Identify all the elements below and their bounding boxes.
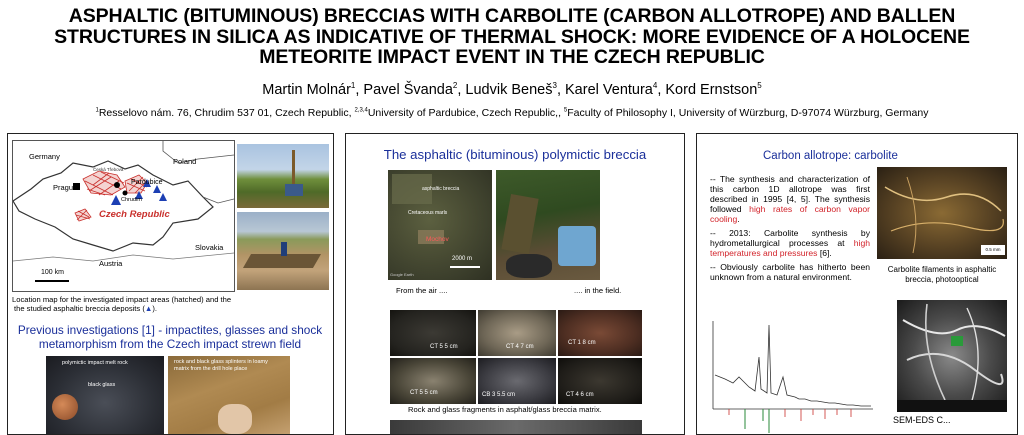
paragraph-2013 — [710, 228, 870, 258]
affil-sup: 5 — [563, 107, 568, 114]
highlight-text: high temperatures and pressures — [710, 238, 870, 258]
title-line-2: STRUCTURES IN SILICA AS INDICATIVE OF THERMAL SHOCK: MORE EVIDENCE OF A HOLOCENE — [54, 25, 970, 48]
panel-previous-investigations — [7, 133, 334, 435]
author: Pavel Švanda — [363, 81, 453, 98]
heading-line: Previous investigations [1] - impactites, glasses and shock — [17, 323, 323, 337]
field-photo — [496, 170, 600, 280]
micro-caption-line: Carbolite filaments in asphaltic — [887, 265, 997, 274]
trench-photo — [237, 212, 329, 290]
paragraph-text: [6]. — [817, 248, 832, 258]
title-line-3: METEORITE IMPACT EVENT IN THE CZECH REPUBLIC — [259, 46, 765, 68]
map-caption — [12, 295, 330, 313]
paragraph-text: -- Obviously carbolite has hitherto been unknown from a natural environment. — [710, 262, 870, 282]
affiliation: Resselovo nám. 76, Chrudim 537 01, Czech Republic, — [98, 107, 352, 119]
map-caption-line: the studied asphaltic breccia deposits ( — [14, 304, 145, 313]
affiliation: Faculty of Philosophy I, University of Würzburg, D-97074 Würzburg, Germany — [567, 107, 929, 119]
author-sup: 1 — [350, 81, 356, 90]
affil-sup: 1 — [95, 107, 99, 114]
micro-scale-box — [981, 245, 1005, 255]
author-sup: 4 — [652, 81, 658, 90]
map-label-prague: Prague — [53, 183, 78, 192]
triangle-marker-icon: ▲ — [144, 304, 153, 313]
aerial-label-breccia: asphaltic breccia — [422, 186, 460, 192]
aerial-label-mochov: Mochov — [426, 236, 449, 243]
aerial-credit: Google Earth — [390, 272, 414, 277]
map-label-czech-republic: Czech Republic — [99, 209, 170, 220]
author: Karel Ventura — [565, 81, 653, 98]
sem-caption: SEM-EDS C... — [893, 415, 951, 425]
paragraph-synthesis — [710, 174, 870, 224]
micro-caption — [877, 265, 1007, 285]
affiliation: University of Pardubice, Czech Republic,, — [367, 107, 561, 119]
aerial-scale-label: 2000 m — [452, 256, 473, 262]
specimen-label: CT 1 8 cm — [568, 340, 596, 346]
heading-line: metamorphism from the Czech impact strewn field — [38, 336, 302, 351]
section-heading-carbolite: Carbon allotrope: carbolite — [763, 150, 898, 162]
author-sup: 2 — [452, 81, 458, 90]
photo-label-black-glass: black glass — [88, 382, 116, 388]
carbolite-micrograph — [877, 167, 1007, 259]
aerial-label-marls: Cretaceous marls — [408, 210, 448, 216]
lower-photo-strip — [390, 420, 642, 434]
micro-caption-line: breccia, photooptical — [905, 275, 979, 284]
micro-scale-label: 0.5 mm — [985, 247, 1001, 252]
highlight-text: high rates of carbon vapor cooling — [710, 204, 871, 224]
caption-from-air: From the air .... — [396, 286, 448, 295]
specimen-photo — [478, 310, 556, 356]
panel-asphaltic-breccia — [345, 133, 685, 435]
drill-site-photo — [237, 144, 329, 208]
affiliations — [0, 107, 1024, 119]
map-label-small: Česká Třebová — [93, 167, 124, 172]
photo-label-line: rock and black glass splinters in loamy — [174, 359, 268, 365]
poster-title — [0, 6, 1024, 68]
paragraph-text: . — [737, 214, 740, 224]
aerial-scale-bar — [450, 266, 480, 268]
raman-spectrum — [705, 317, 875, 434]
map-label-pardubice: Pardubice — [131, 179, 163, 186]
panel-carbolite — [696, 133, 1018, 435]
map-caption-end: ). — [152, 304, 158, 313]
specimen-photo — [390, 310, 476, 356]
author: Ludvik Beneš — [465, 81, 553, 98]
author-sup: 3 — [552, 81, 557, 90]
paragraph-natural — [710, 262, 870, 282]
specimen-label: CT 5 5 cm — [410, 390, 438, 396]
map-label-germany: Germany — [29, 152, 60, 161]
map-scale-label: 100 km — [41, 269, 64, 276]
specimen-label: CT 4 6 cm — [566, 392, 594, 398]
map-label-slovakia: Slovakia — [195, 243, 224, 252]
paragraph-text: -- 2013: Carbolite synthesis by hydrometallurgical processes at — [710, 228, 870, 248]
aerial-photo — [388, 170, 492, 280]
specimens-caption: Rock and glass fragments in asphalt/glass breccia matrix. — [408, 405, 602, 414]
map-label-poland: Poland — [173, 157, 197, 166]
map-caption-line: Location map for the investigated impact areas (hatched) and the — [12, 295, 232, 304]
specimen-photo — [558, 310, 642, 356]
author: Martin Molnár — [262, 81, 351, 98]
specimen-label: CB 3 5.5 cm — [482, 392, 516, 398]
author-list: Martin Molnár$^1$, Pavel Švanda$^2$, Ludvik Beneš$^3$, Karel Ventura$^4$, Kord Ernstson$^5$ — [262, 81, 762, 98]
map-label-chrudim: Chrudim — [121, 197, 142, 203]
author-sup: 5 — [757, 81, 762, 90]
photo-label-melt-rock: polymictic impact melt rock — [62, 360, 128, 366]
photo-label-splinters — [174, 359, 268, 373]
specimen-photo — [558, 358, 642, 404]
specimen-photo — [478, 358, 556, 404]
photo-label-line: matrix from the drill hole place — [174, 366, 248, 372]
caption-in-field: .... in the field. — [574, 286, 622, 295]
author: Kord Ernstson — [665, 81, 758, 98]
section-heading-breccia: The asphaltic (bituminous) polymictic breccia — [383, 147, 647, 162]
affil-sup: 2,3,4 — [354, 107, 368, 114]
impact-melt-rock-photo — [46, 356, 164, 434]
section-heading-previous — [10, 324, 330, 351]
title-line-1: ASPHALTIC (BITUMINOUS) BRECCIAS WITH CARBOLITE (CARBON ALLOTROPE) AND BALLEN — [68, 5, 956, 27]
carbolite-text — [710, 174, 870, 286]
specimen-label: CT 4 7 cm — [506, 344, 534, 350]
specimen-label: CT 5 5 cm — [430, 344, 458, 350]
map-label-austria: Austria — [99, 259, 123, 268]
drill-hole-splinters-photo — [168, 356, 290, 434]
paragraph-text: -- The synthesis and characterization of this carbon 1D allotrope was first described in 1995 [4, 5]. The synthesis followed — [710, 174, 870, 214]
location-map — [12, 140, 235, 292]
sem-image — [897, 300, 1007, 412]
specimen-photo — [390, 358, 476, 404]
